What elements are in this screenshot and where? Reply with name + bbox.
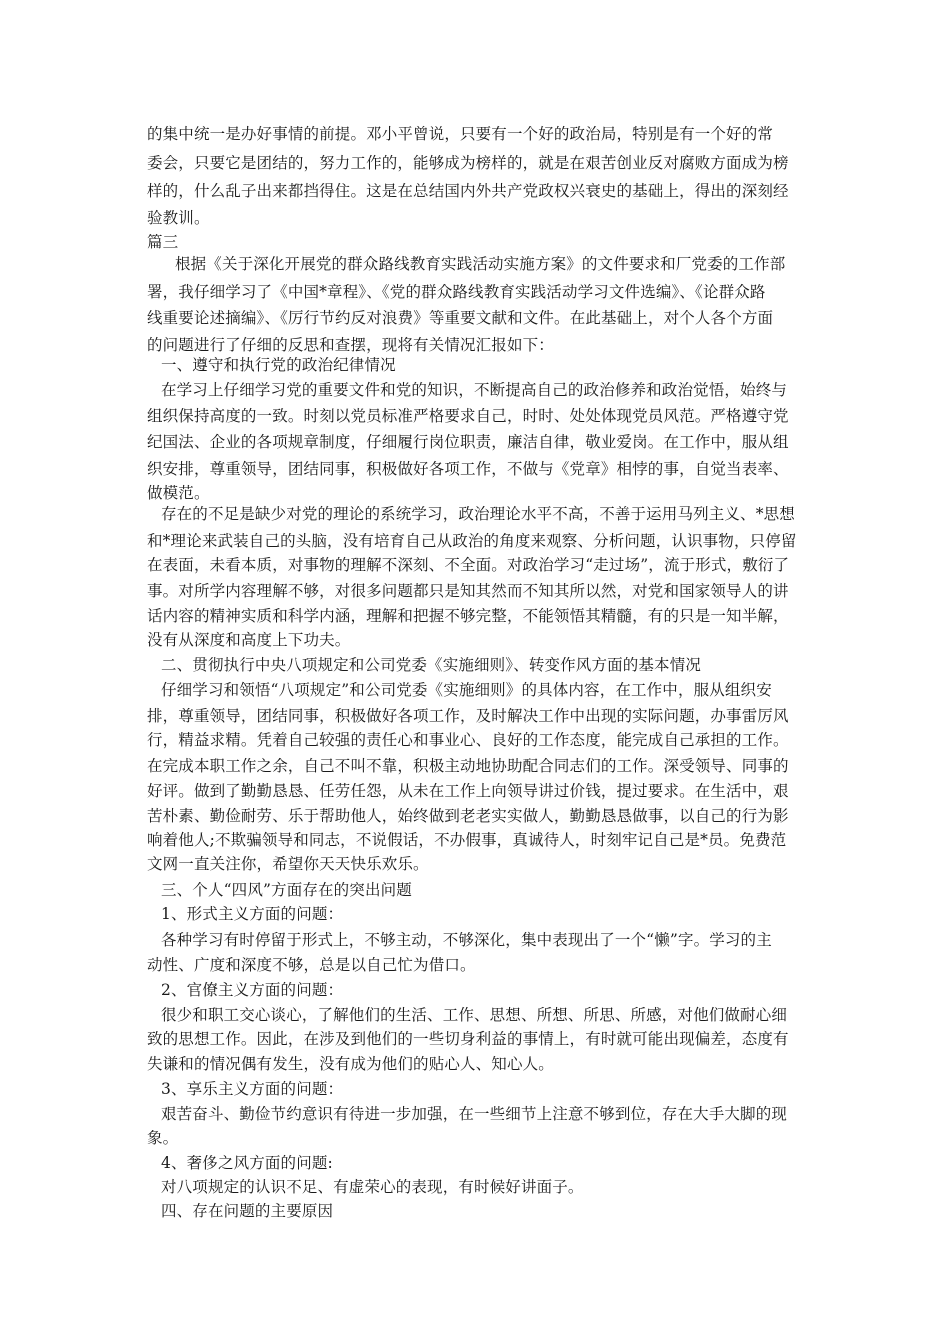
subsection-heading: 2、官僚主义方面的问题：: [161, 981, 344, 999]
text-line: 文网一直关注你，希望你天天快乐欢乐。: [147, 855, 429, 873]
text-line: 好评。做到了勤勤恳恳、任劳任怨，从未在工作上向领导讲过价钱，提过要求。在生活中，艰: [147, 782, 789, 800]
text-line: 各种学习有时停留于形式上，不够主动，不够深化，集中表现出了一个“懒”字。学习的主: [161, 931, 772, 949]
text-line: 根据《关于深化开展党的群众路线教育实践活动实施方案》的文件要求和厂党委的工作部: [175, 255, 786, 273]
text-line: 失谦和的情况偶有发生，没有成为他们的贴心人、知心人。: [147, 1055, 554, 1073]
text-line: 存在的不足是缺少对党的理论的系统学习，政治理论水平不高，不善于运用马列主义、*思想: [161, 505, 795, 523]
text-line: 很少和职工交心谈心，了解他们的生活、工作、思想、所想、所思、所感，对他们做耐心细: [161, 1006, 788, 1024]
text-line: 对八项规定的认识不足、有虚荣心的表现，有时候好讲面子。: [161, 1178, 584, 1196]
text-line: 没有从深度和高度上下功夫。: [147, 631, 351, 649]
text-line: 纪国法、企业的各项规章制度，仔细履行岗位职责，廉洁自律，敬业爱岗。在工作中，服从组: [147, 433, 789, 451]
text-line: 织安排，尊重领导，团结同事，积极做好各项工作，不做与《党章》相悖的事，自觉当表率、: [147, 460, 789, 478]
subsection-heading: 1、形式主义方面的问题：: [161, 905, 344, 923]
text-line: 做模范。: [147, 484, 210, 502]
text-line: 响着他人;不欺骗领导和同志，不说假话，不办假事，真诚待人，时刻牢记自己是*员。免费范: [147, 831, 787, 849]
section-heading: 篇三: [147, 233, 179, 251]
text-line: 在表面，未看本质，对事物的理解不深刻、不全面。对政治学习“走过场”，流于形式，敷衍了: [147, 556, 790, 574]
text-line: 样的，什么乱子出来都挡得住。这是在总结国内外共产党政权兴衰史的基础上，得出的深刻经: [147, 182, 789, 200]
text-line: 致的思想工作。因此，在涉及到他们的一些切身利益的事情上，有时就可能出现偏差，态度有: [147, 1030, 789, 1048]
text-line: 的问题进行了仔细的反思和查摆，现将有关情况汇报如下：: [147, 336, 554, 354]
text-line: 行，精益求精。凭着自己较强的责任心和事业心、良好的工作态度，能完成自己承担的工作。: [147, 731, 789, 749]
subsection-heading: 3、享乐主义方面的问题：: [161, 1080, 344, 1098]
section-heading: 三、个人“四风”方面存在的突出问题: [161, 881, 412, 899]
text-line: 线重要论述摘编》、《厉行节约反对浪费》等重要文献和文件。在此基础上，对个人各个方面: [147, 309, 774, 327]
section-heading: 二、贯彻执行中央八项规定和公司党委《实施细则》、转变作风方面的基本情况: [161, 656, 702, 674]
text-line: 排，尊重领导，团结同事，积极做好各项工作，及时解决工作中出现的实际问题，办事雷厉风: [147, 707, 789, 725]
text-line: 象。: [147, 1129, 179, 1147]
text-line: 话内容的精神实质和科学内涵，理解和把握不够完整，不能领悟其精髓，有的只是一知半解，: [147, 607, 789, 625]
text-line: 在学习上仔细学习党的重要文件和党的知识，不断提高自己的政治修养和政治觉悟，始终与: [161, 381, 788, 399]
text-line: 仔细学习和领悟“八项规定”和公司党委《实施细则》的具体内容，在工作中，服从组织安: [161, 681, 772, 699]
text-line: 和*理论来武装自己的头脑，没有培育自己从政治的角度来观察、分析问题，认识事物，只停留: [147, 532, 797, 550]
section-heading: 一、遵守和执行党的政治纪律情况: [161, 356, 396, 374]
text-line: 验教训。: [147, 209, 210, 227]
text-line: 苦朴素、勤俭耐劳、乐于帮助他人，始终做到老老实实做人，勤勤恳恳做事，以自己的行为影: [147, 807, 789, 825]
section-heading: 四、存在问题的主要原因: [161, 1202, 334, 1220]
text-line: 组织保持高度的一致。时刻以党员标准严格要求自己，时时、处处体现党员风范。严格遵守党: [147, 407, 789, 425]
text-line: 动性、广度和深度不够，总是以自己忙为借口。: [147, 956, 476, 974]
text-line: 的集中统一是办好事情的前提。邓小平曾说，只要有一个好的政治局，特别是有一个好的常: [147, 125, 774, 143]
subsection-heading: 4、奢侈之风方面的问题:: [161, 1154, 333, 1172]
text-line: 艰苦奋斗、勤俭节约意识有待进一步加强，在一些细节上注意不够到位，存在大手大脚的现: [161, 1105, 788, 1123]
text-line: 在完成本职工作之余，自己不叫不靠，积极主动地协助配合同志们的工作。深受领导、同事的: [147, 757, 789, 775]
text-line: 委会，只要它是团结的，努力工作的，能够成为榜样的，就是在艰苦创业反对腐败方面成为榜: [147, 154, 789, 172]
text-line: 署，我仔细学习了《中国*章程》、《党的群众路线教育实践活动学习文件选编》、《论群众路: [147, 283, 766, 301]
text-line: 事。对所学内容理解不够，对很多问题都只是知其然而不知其所以然，对党和国家领导人的讲: [147, 582, 789, 600]
